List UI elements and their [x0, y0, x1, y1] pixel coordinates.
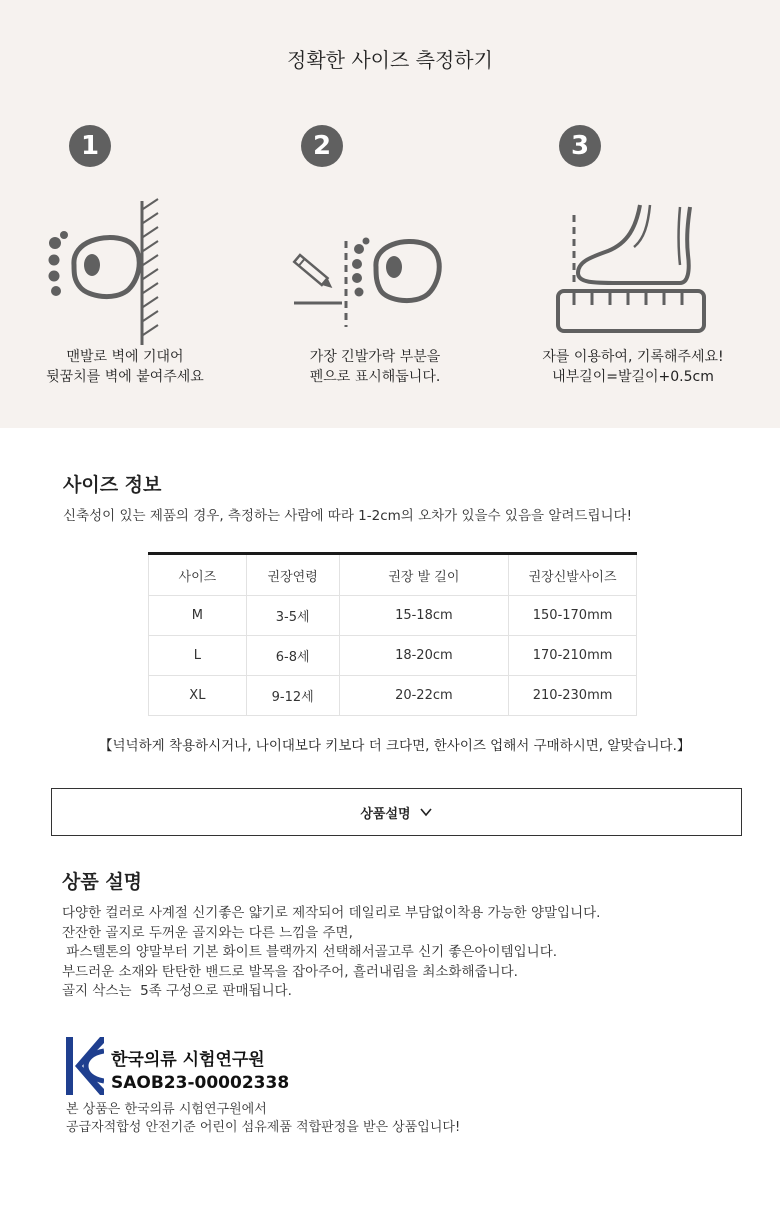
size-info-note: 신축성이 있는 제품의 경우, 측정하는 사람에 따라 1-2cm의 오차가 있을수 있음을 알려드립니다! — [63, 508, 633, 524]
table-header-cell: 권장신발사이즈 — [509, 554, 637, 596]
table-cell: XL — [149, 676, 247, 716]
table-cell: 150-170mm — [509, 596, 637, 636]
foot-on-ruler-icon — [508, 185, 758, 345]
step-instruction-line: 가장 긴발가락 부분을 — [309, 349, 441, 365]
step-instruction — [10, 347, 240, 387]
table-cell: 18-20cm — [339, 636, 509, 676]
certification-note-line: 공급자적합성 안전기준 어린이 섬유제품 적합판정을 받은 상품입니다! — [66, 1120, 461, 1135]
toggle-label: 상품설명 — [360, 806, 411, 822]
table-cell: 6-8세 — [246, 636, 339, 676]
product-description-toggle[interactable] — [51, 788, 742, 836]
step-number-badge: 1 — [69, 125, 111, 167]
description-line: 부드러운 소재와 탄탄한 밴드로 발목을 잡아주어, 흘러내림을 최소화해줍니다. — [62, 963, 518, 980]
description-title: 상품 설명 — [62, 871, 143, 893]
table-header-cell: 권장 발 길이 — [339, 554, 509, 596]
table-cell: 9-12세 — [246, 676, 339, 716]
certification-org: 한국의류 시험연구원 — [111, 1050, 265, 1070]
table-cell: L — [149, 636, 247, 676]
size-info-title: 사이즈 정보 — [63, 474, 162, 496]
kc-certification-icon — [66, 1037, 104, 1095]
description-line: 파스텔톤의 양말부터 기본 화이트 블랙까지 선택해서골고루 신기 좋은아이템입니다. — [62, 944, 558, 960]
certification-note — [66, 1101, 460, 1137]
step-instruction-line: 뒷꿈치를 벽에 붙여주세요 — [46, 369, 204, 385]
step-instruction-line: 내부길이=발길이+0.5cm — [552, 369, 714, 385]
table-cell: 15-18cm — [339, 596, 509, 636]
certification-code: SAOB23-00002338 — [111, 1073, 290, 1093]
table-row — [149, 636, 637, 676]
step-number-badge: 2 — [301, 125, 343, 167]
certification-note-line: 본 상품은 한국의류 시험연구원에서 — [66, 1102, 267, 1117]
pen-marking-toe-icon — [250, 185, 500, 345]
step-number-badge: 3 — [559, 125, 601, 167]
description-line: 잔잔한 골지로 두꺼운 골지와는 다른 느낌을 주면, — [62, 924, 353, 941]
table-row — [149, 596, 637, 636]
description-line: 골지 삭스는 5족 구성으로 판매됩니다. — [62, 983, 292, 999]
size-advice: 【넉넉하게 착용하시거나, 나이대보다 키보다 더 크다면, 한사이즈 업해서 구매하시면, 알맞습니다.】 — [99, 738, 691, 754]
table-cell: M — [149, 596, 247, 636]
foot-against-wall-icon — [10, 185, 260, 345]
measure-title: 정확한 사이즈 측정하기 — [287, 48, 493, 72]
table-header-cell: 권장연령 — [246, 554, 339, 596]
table-cell: 210-230mm — [509, 676, 637, 716]
table-row — [149, 676, 637, 716]
table-cell: 170-210mm — [509, 636, 637, 676]
step-instruction-line: 맨발로 벽에 기대어 — [66, 349, 184, 365]
description-body — [62, 904, 600, 1002]
table-cell: 3-5세 — [246, 596, 339, 636]
step-instruction — [250, 347, 500, 387]
step-instruction — [508, 347, 758, 387]
table-cell: 20-22cm — [339, 676, 509, 716]
step-instruction-line: 펜으로 표시해둡니다. — [309, 369, 441, 385]
chevron-down-icon — [419, 805, 433, 819]
table-header-row — [149, 554, 637, 596]
step-instruction-line: 자를 이용하여, 기록해주세요! — [542, 349, 724, 365]
table-header-cell: 사이즈 — [149, 554, 247, 596]
size-table — [148, 552, 637, 716]
measure-guide-panel — [0, 0, 780, 428]
description-line: 다양한 컬러로 사계절 신기좋은 얇기로 제작되어 데일리로 부담없이착용 가능한 양말입니다. — [62, 905, 601, 921]
